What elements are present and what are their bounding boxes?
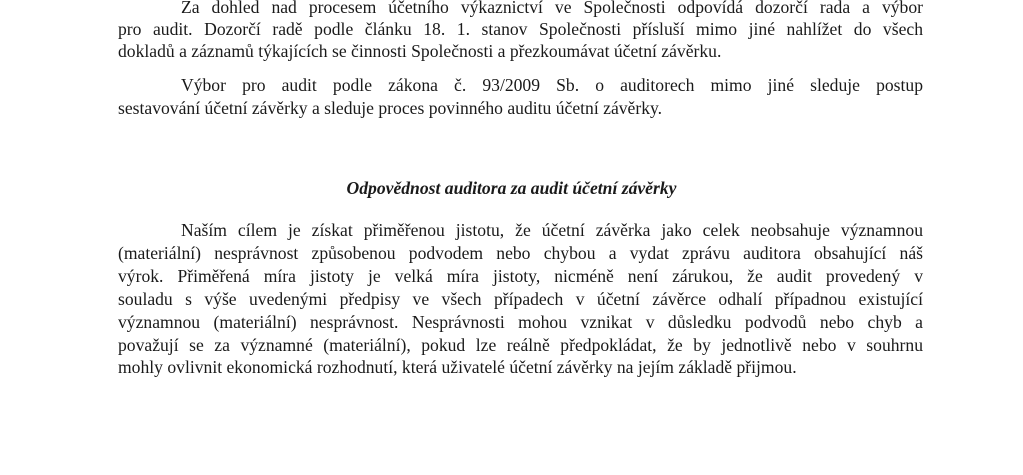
- paragraph-2-line-2: sestavování účetní závěrky a sleduje proces povinného auditu účetní závěrky.: [118, 98, 663, 118]
- paragraph-3-line-7: mohly ovlivnit ekonomická rozhodnutí, která uživatelé účetní závěrky na jejím základě přijmou.: [118, 357, 797, 377]
- paragraph-3-line-4: souladu s výše uvedenými předpisy ve všech případech v účetní závěrce odhalí případnou existující: [118, 289, 923, 309]
- section-heading: Odpovědnost auditora za audit účetní závěrky: [346, 178, 677, 198]
- paragraph-1-line-1: Za dohled nad procesem účetního výkaznictví ve Společnosti odpovídá dozorčí rada a výbor: [181, 0, 923, 17]
- paragraph-3-line-2: (materiální) nesprávnost způsobenou podvodem nebo chybou a vydat zprávu auditora obsahující náš: [118, 243, 923, 263]
- paragraph-1-line-3: dokladů a záznamů týkajících se činnosti Společnosti a přezkoumávat účetní závěrku.: [118, 41, 722, 61]
- paragraph-1-line-2: pro audit. Dozorčí radě podle článku 18. 1. stanov Společnosti přísluší mimo jiné nahlížet do všech: [118, 19, 923, 39]
- paragraph-3-line-6: považují se za významné (materiální), pokud lze reálně předpokládat, že by jednotlivě nebo v souhrnu: [118, 335, 923, 355]
- paragraph-3-line-1: Naším cílem je získat přiměřenou jistotu, že účetní závěrka jako celek neobsahuje významnou: [181, 220, 923, 240]
- paragraph-3-line-3: výrok. Přiměřená míra jistoty je velká míra jistoty, nicméně není zárukou, že audit provedený v: [118, 266, 923, 286]
- paragraph-3-line-5: významnou (materiální) nesprávnost. Nesprávnosti mohou vznikat v důsledku podvodů nebo chyb a: [118, 312, 923, 332]
- paragraph-2-line-1: Výbor pro audit podle zákona č. 93/2009 Sb. o auditorech mimo jiné sleduje postup: [181, 75, 923, 95]
